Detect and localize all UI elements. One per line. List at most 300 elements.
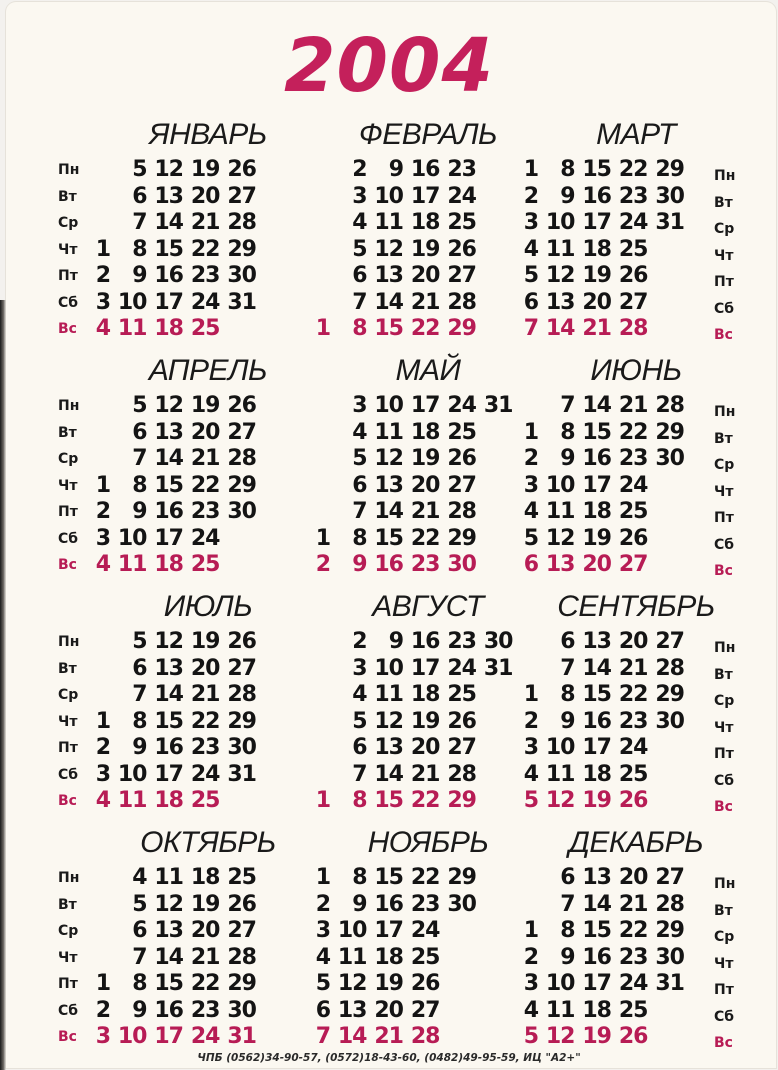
week-row [92, 420, 324, 446]
week-row [92, 656, 324, 682]
day-cell: 12 [374, 236, 403, 262]
day-cell: 19 [582, 525, 611, 551]
weekday-label: Ср [714, 929, 735, 945]
day-cell: 28 [447, 761, 476, 787]
day-cell: 10 [117, 761, 147, 787]
day-cell: 25 [227, 865, 256, 890]
month-name: СЕНТЯБРЬ [557, 590, 715, 623]
day-cell: 5 [352, 708, 367, 734]
day-cell: 30 [447, 891, 476, 917]
day-cell: 11 [374, 682, 403, 707]
day-cell: 27 [447, 263, 476, 288]
day-cell: 14 [545, 316, 575, 341]
day-cell: 7 [352, 499, 367, 524]
day-cell: 3 [352, 655, 367, 681]
day-cell: 31 [483, 655, 513, 681]
day-cell: 12 [545, 263, 575, 288]
day-cell: 19 [190, 157, 220, 182]
day-cell: 7 [352, 761, 367, 787]
day-cell: 8 [352, 865, 367, 890]
day-cell: 2 [523, 446, 538, 471]
weekday-label: Пт [58, 268, 78, 284]
weekday-label: Сб [58, 294, 79, 311]
day-cell: 23 [447, 629, 476, 654]
day-cell: 17 [410, 393, 440, 418]
weekday-label: Вт [714, 430, 733, 447]
day-cell: 13 [582, 629, 611, 654]
day-cell: 18 [582, 997, 611, 1023]
weekday-label: Ср [714, 221, 735, 237]
day-cell: 14 [154, 944, 183, 970]
day-cell: 20 [190, 183, 220, 209]
day-cell: 6 [523, 289, 538, 315]
day-cell: 24 [190, 289, 220, 315]
day-cell: 4 [95, 552, 110, 577]
day-cell: 13 [545, 289, 575, 315]
day-cell: 27 [410, 997, 440, 1023]
week-row [92, 263, 324, 289]
month-name: АПРЕЛЬ [148, 354, 268, 387]
day-cell: 14 [154, 446, 183, 471]
day-cell: 9 [388, 157, 403, 182]
day-cell: 21 [190, 944, 220, 970]
day-cell: 24 [618, 735, 648, 760]
day-cell: 22 [190, 971, 220, 996]
weekday-label: Пн [58, 162, 80, 178]
week-row [92, 709, 324, 735]
day-cell: 18 [154, 552, 183, 577]
day-cell: 20 [190, 419, 220, 445]
day-cell: 11 [545, 499, 575, 524]
week-row [92, 290, 324, 316]
day-cell: 28 [655, 655, 684, 681]
day-cell: 29 [227, 236, 256, 262]
day-cell: 29 [447, 316, 476, 341]
day-cell: 2 [523, 708, 538, 734]
day-cell: 7 [132, 944, 147, 970]
sunday-row [92, 1024, 324, 1050]
day-cell: 27 [227, 918, 256, 943]
day-cell: 16 [154, 263, 183, 288]
weekday-label: Ср [58, 451, 79, 467]
day-cell: 29 [655, 419, 684, 445]
day-cell: 29 [655, 157, 684, 182]
weekday-label: Сб [58, 530, 79, 547]
day-cell: 4 [95, 316, 110, 341]
week-row [312, 629, 544, 655]
day-cell: 18 [374, 944, 403, 970]
day-cell: 10 [545, 210, 575, 235]
day-cell: 10 [337, 918, 367, 943]
day-cell: 11 [545, 761, 575, 787]
day-cell: 5 [352, 236, 367, 262]
day-cell: 3 [523, 210, 538, 235]
weekday-label: Пт [714, 746, 734, 762]
day-cell: 16 [374, 552, 403, 577]
day-cell: 1 [315, 525, 330, 551]
week-row [92, 184, 324, 210]
day-cell: 5 [523, 1024, 538, 1049]
weekday-label: Вс [58, 557, 77, 573]
day-cell: 9 [388, 629, 403, 654]
day-cell: 4 [352, 682, 367, 707]
weekday-label: Сб [58, 766, 79, 783]
day-cell: 3 [352, 393, 367, 418]
day-cell: 13 [374, 735, 403, 760]
day-cell: 17 [154, 525, 183, 551]
week-row [92, 682, 324, 708]
day-cell: 19 [410, 446, 440, 471]
day-cell: 31 [227, 289, 256, 315]
day-cell: 7 [132, 210, 147, 235]
weekday-label: Ср [58, 687, 79, 703]
day-cell: 21 [618, 655, 648, 681]
day-cell: 18 [582, 236, 611, 262]
month-name: ЯНВАРЬ [149, 118, 267, 151]
day-cell: 1 [315, 788, 330, 813]
day-cell: 8 [560, 157, 575, 182]
week-row [92, 157, 324, 183]
day-cell: 7 [132, 682, 147, 707]
day-cell: 8 [560, 682, 575, 707]
day-cell: 9 [560, 708, 575, 734]
day-cell: 16 [582, 446, 611, 471]
day-cell: 6 [560, 629, 575, 654]
day-cell: 28 [227, 682, 256, 707]
month-name: АВГУСТ [372, 590, 484, 623]
day-cell: 8 [132, 236, 147, 262]
day-cell: 5 [315, 971, 330, 996]
day-cell: 21 [582, 316, 611, 341]
day-cell: 23 [190, 263, 220, 288]
week-row [92, 892, 324, 918]
day-cell: 27 [655, 629, 684, 654]
day-cell: 20 [410, 472, 440, 498]
day-cell: 19 [190, 629, 220, 654]
day-cell: 5 [132, 629, 147, 654]
month-block [92, 826, 324, 1058]
day-cell: 28 [410, 1024, 440, 1049]
day-cell: 8 [560, 419, 575, 445]
day-cell: 24 [190, 761, 220, 787]
day-cell: 30 [655, 183, 684, 209]
day-cell: 4 [315, 944, 330, 970]
day-cell: 14 [337, 1024, 367, 1049]
day-cell: 30 [447, 552, 476, 577]
day-cell: 2 [523, 944, 538, 970]
day-cell: 4 [523, 236, 538, 262]
week-row [92, 210, 324, 236]
day-cell: 2 [352, 157, 367, 182]
day-cell: 10 [117, 289, 147, 315]
day-cell: 12 [154, 393, 183, 418]
day-cell: 2 [95, 499, 110, 524]
month-block [92, 118, 324, 350]
weekday-label: Чт [714, 247, 734, 264]
week-row [312, 393, 544, 419]
weekday-label: Вс [714, 1035, 733, 1051]
day-cell: 17 [410, 655, 440, 681]
day-cell: 20 [410, 735, 440, 760]
day-cell: 4 [352, 419, 367, 445]
weekday-label: Сб [714, 1008, 735, 1025]
day-cell: 12 [545, 525, 575, 551]
day-cell: 6 [352, 263, 367, 288]
weekday-label: Ср [58, 215, 79, 231]
day-cell: 15 [374, 788, 403, 813]
day-cell: 8 [560, 918, 575, 943]
day-cell: 23 [618, 183, 648, 209]
day-cell: 8 [352, 316, 367, 341]
weekday-label: Вс [58, 1029, 77, 1045]
day-cell: 6 [132, 918, 147, 943]
weekday-label: Чт [714, 955, 734, 972]
day-cell: 12 [374, 708, 403, 734]
weekday-label: Пн [714, 168, 736, 184]
day-cell: 4 [95, 788, 110, 813]
day-cell: 3 [315, 918, 330, 943]
day-cell: 12 [337, 971, 367, 996]
day-cell: 15 [374, 525, 403, 551]
day-cell: 18 [154, 788, 183, 813]
week-row [92, 629, 324, 655]
day-cell: 26 [410, 971, 440, 996]
day-cell: 21 [190, 210, 220, 235]
day-cell: 23 [618, 446, 648, 471]
day-cell: 31 [227, 1024, 256, 1049]
day-cell: 22 [410, 525, 440, 551]
week-row [92, 499, 324, 525]
week-row [92, 393, 324, 419]
day-cell: 22 [190, 236, 220, 262]
day-cell: 6 [132, 655, 147, 681]
weekday-label: Пт [714, 510, 734, 526]
day-cell: 17 [154, 761, 183, 787]
weekday-label: Сб [714, 772, 735, 789]
day-cell: 11 [337, 944, 367, 970]
day-cell: 20 [582, 552, 611, 577]
day-cell: 6 [560, 865, 575, 890]
day-cell: 29 [447, 525, 476, 551]
day-cell: 13 [154, 655, 183, 681]
day-cell: 21 [190, 446, 220, 471]
day-cell: 13 [154, 419, 183, 445]
day-cell: 27 [655, 865, 684, 890]
day-cell: 3 [523, 472, 538, 498]
day-cell: 3 [352, 183, 367, 209]
day-cell: 11 [117, 316, 147, 341]
day-cell: 22 [618, 918, 648, 943]
month-name: МАЙ [395, 354, 461, 387]
day-cell: 29 [447, 865, 476, 890]
day-cell: 6 [352, 735, 367, 760]
day-cell: 5 [523, 263, 538, 288]
day-cell: 2 [95, 997, 110, 1023]
day-cell: 19 [410, 708, 440, 734]
day-cell: 17 [154, 1024, 183, 1049]
day-cell: 23 [190, 997, 220, 1023]
day-cell: 17 [582, 210, 611, 235]
day-cell: 10 [545, 971, 575, 996]
day-cell: 8 [352, 788, 367, 813]
day-cell: 12 [154, 629, 183, 654]
day-cell: 15 [154, 236, 183, 262]
day-cell: 27 [618, 289, 648, 315]
day-cell: 19 [582, 263, 611, 288]
day-cell: 15 [582, 682, 611, 707]
day-cell: 12 [374, 446, 403, 471]
week-row [92, 918, 324, 944]
day-cell: 29 [227, 971, 256, 996]
day-cell: 12 [154, 157, 183, 182]
weekday-label: Чт [58, 713, 78, 730]
weekday-label: Чт [58, 241, 78, 258]
day-cell: 7 [315, 1024, 330, 1049]
weekday-label: Вт [714, 194, 733, 211]
day-cell: 9 [352, 552, 367, 577]
month-block [92, 354, 324, 586]
day-cell: 17 [582, 472, 611, 498]
day-cell: 10 [374, 393, 403, 418]
day-cell: 14 [582, 655, 611, 681]
week-row [92, 735, 324, 761]
day-cell: 23 [190, 735, 220, 760]
day-cell: 11 [374, 210, 403, 235]
day-cell: 9 [560, 944, 575, 970]
week-row [92, 237, 324, 263]
weekday-label: Чт [714, 719, 734, 736]
day-cell: 18 [154, 316, 183, 341]
day-cell: 28 [227, 446, 256, 471]
day-cell: 25 [618, 499, 648, 524]
day-cell: 25 [410, 944, 440, 970]
month-name: МАРТ [596, 118, 676, 151]
day-cell: 13 [582, 865, 611, 890]
day-cell: 12 [545, 788, 575, 813]
day-cell: 5 [132, 393, 147, 418]
day-cell: 5 [132, 891, 147, 917]
day-cell: 17 [154, 289, 183, 315]
day-cell: 10 [117, 1024, 147, 1049]
day-cell: 27 [227, 183, 256, 209]
day-cell: 18 [582, 499, 611, 524]
day-cell: 25 [190, 788, 220, 813]
day-cell: 1 [523, 918, 538, 943]
day-cell: 19 [582, 788, 611, 813]
day-cell: 30 [227, 499, 256, 524]
day-cell: 9 [352, 891, 367, 917]
day-cell: 30 [483, 629, 513, 654]
month-name: ДЕКАБРЬ [568, 826, 704, 859]
day-cell: 8 [132, 472, 147, 498]
day-cell: 18 [190, 865, 220, 890]
sunday-row [92, 316, 324, 342]
day-cell: 15 [582, 157, 611, 182]
day-cell: 17 [582, 735, 611, 760]
day-cell: 28 [618, 316, 648, 341]
day-cell: 27 [227, 655, 256, 681]
day-cell: 14 [154, 210, 183, 235]
day-cell: 2 [315, 891, 330, 917]
day-cell: 1 [523, 682, 538, 707]
day-cell: 23 [618, 944, 648, 970]
weekday-label: Пт [714, 982, 734, 998]
day-cell: 13 [374, 472, 403, 498]
day-cell: 3 [95, 289, 110, 315]
day-cell: 29 [447, 788, 476, 813]
day-cell: 25 [618, 236, 648, 262]
day-cell: 1 [95, 472, 110, 498]
day-cell: 11 [154, 865, 183, 890]
day-cell: 6 [315, 997, 330, 1023]
day-cell: 10 [117, 525, 147, 551]
day-cell: 8 [132, 708, 147, 734]
day-cell: 11 [117, 552, 147, 577]
day-cell: 7 [523, 316, 538, 341]
day-cell: 3 [95, 1024, 110, 1049]
day-cell: 11 [545, 236, 575, 262]
weekday-label: Вт [58, 896, 77, 913]
day-cell: 22 [618, 419, 648, 445]
day-cell: 24 [447, 183, 476, 209]
day-cell: 15 [374, 316, 403, 341]
weekday-label: Пн [714, 640, 736, 656]
day-cell: 30 [227, 735, 256, 760]
day-cell: 31 [655, 971, 684, 996]
day-cell: 16 [582, 944, 611, 970]
weekday-label: Пн [714, 404, 736, 420]
day-cell: 21 [618, 891, 648, 917]
month-name: НОЯБРЬ [367, 826, 489, 859]
day-cell: 19 [374, 971, 403, 996]
day-cell: 15 [582, 918, 611, 943]
day-cell: 8 [352, 525, 367, 551]
day-cell: 9 [132, 735, 147, 760]
day-cell: 23 [410, 891, 440, 917]
day-cell: 1 [95, 708, 110, 734]
day-cell: 10 [545, 735, 575, 760]
day-cell: 25 [447, 419, 476, 445]
day-cell: 23 [618, 708, 648, 734]
weekday-label: Пн [58, 634, 80, 650]
year-title: 2004 [284, 23, 494, 109]
day-cell: 2 [523, 183, 538, 209]
weekday-label: Ср [58, 923, 79, 939]
day-cell: 26 [618, 1024, 648, 1049]
day-cell: 13 [154, 183, 183, 209]
day-cell: 30 [227, 997, 256, 1023]
day-cell: 5 [352, 446, 367, 471]
day-cell: 5 [523, 525, 538, 551]
weekday-label: Чт [58, 949, 78, 966]
day-cell: 22 [410, 865, 440, 890]
day-cell: 6 [132, 183, 147, 209]
day-cell: 23 [190, 499, 220, 524]
day-cell: 27 [447, 472, 476, 498]
day-cell: 16 [374, 891, 403, 917]
day-cell: 28 [655, 891, 684, 917]
day-cell: 17 [582, 971, 611, 996]
day-cell: 4 [352, 210, 367, 235]
day-cell: 17 [374, 918, 403, 943]
day-cell: 25 [618, 761, 648, 787]
day-cell: 16 [154, 997, 183, 1023]
day-cell: 4 [132, 865, 147, 890]
day-cell: 16 [154, 735, 183, 760]
sunday-row [92, 552, 324, 578]
day-cell: 31 [655, 210, 684, 235]
week-row [92, 473, 324, 499]
